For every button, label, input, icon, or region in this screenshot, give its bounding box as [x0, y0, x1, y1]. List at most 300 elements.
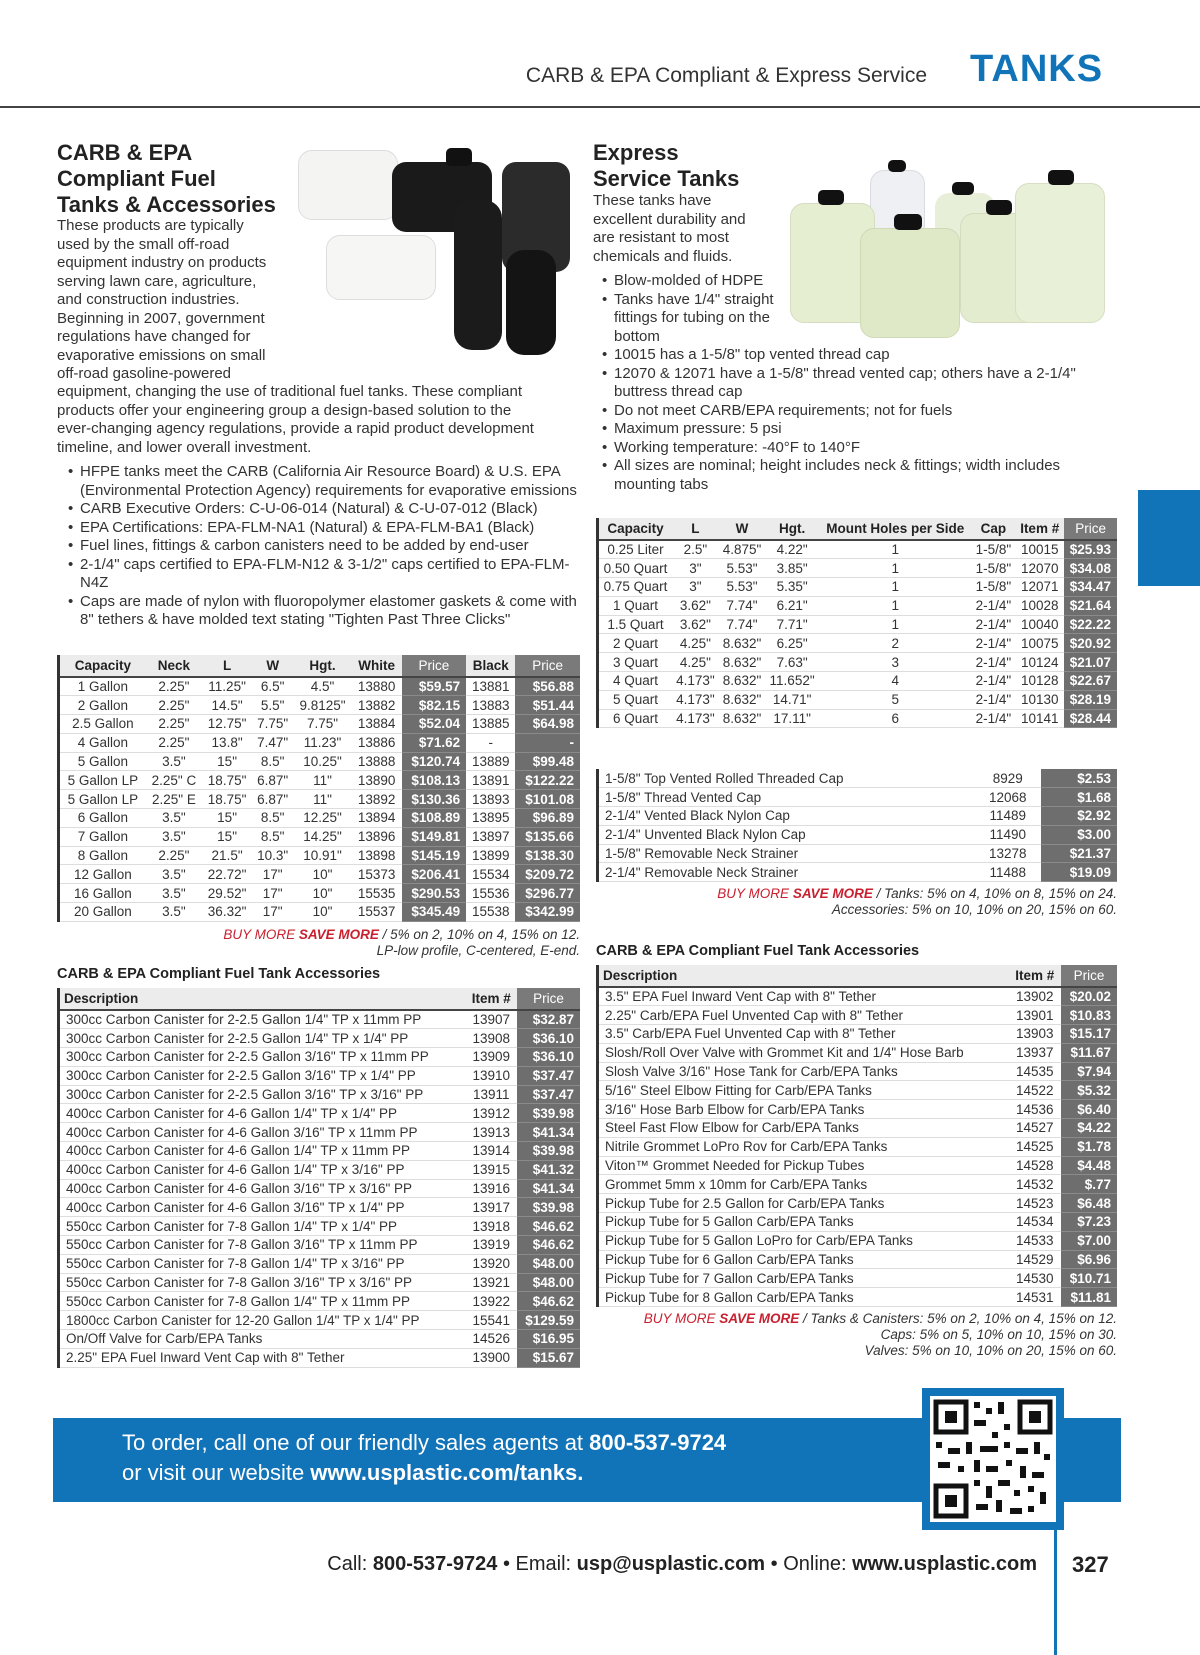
carb-intro-line: equipment industry on products [57, 254, 267, 271]
table-row [59, 696, 581, 715]
table-row [59, 1123, 581, 1142]
table-cell: 2.25" [146, 677, 203, 696]
table-cell: 300cc Carbon Canister for 2-2.5 Gallon 3/16" TP x 3/16" PP [59, 1085, 466, 1104]
table-cell: 13937 [1009, 1043, 1061, 1062]
table-cell: 3.5" [146, 884, 203, 903]
table-cell: 8.632" [719, 690, 766, 709]
table-cell: $19.09 [1041, 863, 1117, 882]
table-cell: 10028 [1015, 596, 1064, 615]
express-accessories-table [596, 769, 1117, 882]
table-cell: 6.25" [765, 634, 818, 653]
carb-bullet: • Caps are made of nylon with fluoropolymer elastomer gaskets & come with 8" tethers & have molded text stating "Tighten Past Three Clicks" [66, 593, 582, 630]
express-intro-line: excellent durability and [593, 210, 746, 228]
table-cell: 6.87" [252, 771, 293, 790]
table-cell: 2-1/4" [972, 690, 1016, 709]
table-cell: 6.5" [252, 677, 293, 696]
table-cell: 3 Quart [598, 653, 673, 672]
table-cell: 13908 [466, 1029, 517, 1048]
table-cell: $39.98 [517, 1104, 580, 1123]
savings-bold: SAVE MORE [792, 886, 873, 901]
column-header: Item # [1009, 965, 1061, 987]
table-cell: 15541 [466, 1311, 517, 1330]
table-cell: 3.85" [765, 559, 818, 578]
carb-bullet: • 2-1/4" caps certified to EPA-FLM-N12 & 3-1/2" caps certified to EPA-FLM-N4Z [66, 556, 582, 593]
table-cell: $4.48 [1061, 1156, 1117, 1175]
table-cell: 4 Gallon [59, 733, 146, 752]
table-cell: Slosh Valve 3/16" Hose Tank for Carb/EPA Tanks [598, 1062, 1009, 1081]
table-cell: $39.98 [517, 1198, 580, 1217]
savings-line: Caps: 5% on 5, 10% on 10, 15% on 30. [880, 1327, 1117, 1342]
table-cell: $15.17 [1061, 1025, 1117, 1044]
table-cell: $1.68 [1041, 788, 1117, 807]
table-row [59, 884, 581, 903]
table-row [598, 769, 1118, 788]
table-cell: 5/16" Steel Elbow Fitting for Carb/EPA Tanks [598, 1081, 1009, 1100]
table-row [59, 1348, 581, 1367]
table-cell: 13891 [466, 771, 515, 790]
table-cell: 10075 [1015, 634, 1064, 653]
table-cell: 300cc Carbon Canister for 2-2.5 Gallon 3/16" TP x 1/4" PP [59, 1066, 466, 1085]
table-row [598, 1025, 1118, 1044]
table-cell: 550cc Carbon Canister for 7-8 Gallon 3/16" TP x 11mm PP [59, 1236, 466, 1255]
table-cell: $.77 [1061, 1175, 1117, 1194]
table-cell: 8.5" [252, 752, 293, 771]
table-cell: 15537 [352, 903, 402, 922]
table-row [59, 1330, 581, 1349]
table-cell: $10.71 [1061, 1269, 1117, 1288]
column-header: Item # [1015, 518, 1064, 540]
footer-divider [1054, 1530, 1057, 1655]
table-cell: $120.74 [402, 752, 467, 771]
table-cell: $46.62 [517, 1292, 580, 1311]
table-cell: 6 Gallon [59, 809, 146, 828]
table-cell: 2-1/4" [972, 709, 1016, 728]
table-cell: 8.5" [252, 827, 293, 846]
table-cell: 550cc Carbon Canister for 7-8 Gallon 3/16" TP x 3/16" PP [59, 1273, 466, 1292]
banner-phone-link[interactable]: 800-537-9724 [589, 1430, 727, 1455]
table-row [59, 1311, 581, 1330]
column-header: White [352, 655, 402, 677]
table-cell: 3.62" [672, 596, 719, 615]
table-cell: 13892 [352, 790, 402, 809]
table-cell: 2.25" E [146, 790, 203, 809]
table-cell: 2.25" [146, 846, 203, 865]
table-cell: 1 [819, 559, 972, 578]
table-row [59, 1104, 581, 1123]
table-cell: Grommet 5mm x 10mm for Carb/EPA Tanks [598, 1175, 1009, 1194]
column-header: Capacity [59, 655, 146, 677]
column-header: Price [515, 655, 580, 677]
table-cell: 29.52" [202, 884, 252, 903]
table-row [59, 1273, 581, 1292]
column-header: Neck [146, 655, 203, 677]
table-cell: 10130 [1015, 690, 1064, 709]
table-cell: 15535 [352, 884, 402, 903]
table-cell: $22.22 [1064, 615, 1117, 634]
table-cell: 5.35" [765, 578, 818, 597]
table-cell: 17" [252, 865, 293, 884]
table-cell: 10.25" [293, 752, 351, 771]
table-cell: 13914 [466, 1142, 517, 1161]
table-cell: $48.00 [517, 1273, 580, 1292]
table-cell: 12 Gallon [59, 865, 146, 884]
carb-bullet: • Fuel lines, fittings & carbon canisters need to be added by end-user [66, 537, 582, 556]
table-cell: 2-1/4" Vented Black Nylon Cap [598, 807, 975, 826]
carb-savings [57, 927, 580, 959]
express-intro-line: These tanks have [593, 192, 712, 209]
table-cell: $7.00 [1061, 1231, 1117, 1250]
table-cell: 1.5 Quart [598, 615, 673, 634]
express-heading [593, 140, 739, 192]
footer-contact [327, 1553, 1037, 1576]
table-cell: 2.5" [672, 540, 719, 559]
table-cell: 14528 [1009, 1156, 1061, 1175]
table-row [598, 1269, 1118, 1288]
table-cell: 14523 [1009, 1194, 1061, 1213]
carb-tanks-photo [296, 140, 571, 355]
table-cell: 7.74" [719, 596, 766, 615]
table-row [598, 1062, 1118, 1081]
column-header: Price [517, 988, 580, 1010]
table-cell: 3.5" [146, 865, 203, 884]
table-cell: $11.67 [1061, 1043, 1117, 1062]
table-cell: 15538 [466, 903, 515, 922]
table-cell: $21.07 [1064, 653, 1117, 672]
table-cell: $149.81 [402, 827, 467, 846]
express-bullet: • 10015 has a 1-5/8" top vented thread cap [600, 346, 1140, 365]
table-cell: 13907 [466, 1010, 517, 1029]
table-cell: 13889 [466, 752, 515, 771]
table-cell: 10" [293, 884, 351, 903]
table-cell: 13902 [1009, 987, 1061, 1006]
carb-intro-line: These products are typically [57, 217, 244, 234]
table-cell: 2-1/4" Removable Neck Strainer [598, 863, 975, 882]
table-cell: $51.44 [515, 696, 580, 715]
table-cell: 6 Quart [598, 709, 673, 728]
table-cell: 13915 [466, 1160, 517, 1179]
table-cell: 13903 [1009, 1025, 1061, 1044]
table-cell: 8.632" [719, 634, 766, 653]
table-row [59, 1292, 581, 1311]
table-row [59, 1066, 581, 1085]
express-bullet: • 12070 & 12071 have a 1-5/8" thread vented cap; others have a 2-1/4" buttress thread cap [600, 365, 1100, 402]
table-cell: 3.62" [672, 615, 719, 634]
table-row [59, 1085, 581, 1104]
table-row [598, 653, 1118, 672]
carb-intro-line: products offer your engineering group a design-based solution to the [57, 401, 512, 419]
table-row [59, 790, 581, 809]
column-header: Price [1061, 965, 1117, 987]
table-cell: 12.25" [293, 809, 351, 828]
table-cell: Pickup Tube for 6 Gallon Carb/EPA Tanks [598, 1250, 1009, 1269]
table-cell: 5 Gallon [59, 752, 146, 771]
table-row [598, 1119, 1118, 1138]
express-heading-line: Express [593, 140, 679, 165]
table-row [598, 634, 1118, 653]
carb-intro-line: regulations have changed for [57, 328, 251, 345]
express-bullet: • All sizes are nominal; height includes neck & fittings; width includes mounting tabs [600, 457, 1110, 494]
table-row [59, 1236, 581, 1255]
savings-lead: BUY MORE [717, 886, 793, 901]
table-cell: 2.25" EPA Fuel Inward Vent Cap with 8" Tether [59, 1348, 466, 1367]
banner-website-link[interactable]: www.usplastic.com/tanks. [310, 1460, 584, 1485]
banner-line2: or visit our website [122, 1460, 311, 1485]
table-cell: $145.19 [402, 846, 467, 865]
table-cell: 11489 [975, 807, 1041, 826]
express-bullet: • Maximum pressure: 5 psi [600, 420, 1140, 439]
table-cell: $122.22 [515, 771, 580, 790]
table-row [59, 1198, 581, 1217]
qr-code-icon [930, 1396, 1056, 1522]
carb-bullet: • CARB Executive Orders: C-U-06-014 (Natural) & C-U-07-012 (Black) [66, 500, 582, 519]
table-row [598, 1194, 1118, 1213]
table-cell: 1 [819, 578, 972, 597]
table-cell: 14525 [1009, 1137, 1061, 1156]
table-cell: 13898 [352, 846, 402, 865]
table-cell: 3.5" [146, 809, 203, 828]
table-cell: $16.95 [517, 1330, 580, 1349]
table-cell: $6.40 [1061, 1100, 1117, 1119]
carb-tanks-table [57, 655, 580, 922]
table-cell: 1-5/8" Removable Neck Strainer [598, 844, 975, 863]
table-cell: $25.93 [1064, 540, 1117, 559]
table-cell: 13911 [466, 1085, 517, 1104]
carb-bullet: • EPA Certifications: EPA-FLM-NA1 (Natural) & EPA-FLM-BA1 (Black) [66, 519, 582, 538]
table-cell: 22.72" [202, 865, 252, 884]
table-cell: 2.25" Carb/EPA Fuel Unvented Cap with 8" Tether [598, 1006, 1009, 1025]
table-cell: 4.25" [672, 634, 719, 653]
savings-rest: / Tanks & Canisters: 5% on 2, 10% on 4, 15% on 12. [799, 1311, 1117, 1326]
table-cell: 4.875" [719, 540, 766, 559]
table-cell: 13895 [466, 809, 515, 828]
table-cell: 13919 [466, 1236, 517, 1255]
table-row [598, 1156, 1118, 1175]
table-cell: $342.99 [515, 903, 580, 922]
table-cell: 13899 [466, 846, 515, 865]
table-cell: $2.53 [1041, 769, 1117, 788]
savings-rest: / 5% on 2, 10% on 4, 15% on 12. [378, 927, 580, 942]
table-cell: $4.22 [1061, 1119, 1117, 1138]
table-cell: 3.5" Carb/EPA Fuel Unvented Cap with 8" Tether [598, 1025, 1009, 1044]
table-cell: $28.19 [1064, 690, 1117, 709]
table-cell: $36.10 [517, 1048, 580, 1067]
table-cell: 1-5/8" [972, 559, 1016, 578]
table-row [59, 903, 581, 922]
column-header: L [672, 518, 719, 540]
savings-note: LP-low profile, C-centered, E-end. [376, 943, 580, 958]
table-cell: 2 Quart [598, 634, 673, 653]
table-cell: 13.8" [202, 733, 252, 752]
savings-bold: SAVE MORE [719, 1311, 800, 1326]
table-cell: 11.652" [765, 672, 818, 691]
column-header: Mount Holes per Side [819, 518, 972, 540]
table-cell: 10124 [1015, 653, 1064, 672]
footer-email-link[interactable]: usp@usplastic.com [576, 1553, 766, 1575]
carb-bullet-list [66, 463, 582, 630]
table-cell: $7.23 [1061, 1213, 1117, 1232]
table-row [598, 825, 1118, 844]
savings-lead: BUY MORE [643, 1311, 720, 1326]
table-cell: 13922 [466, 1292, 517, 1311]
express-bullet: • Working temperature: -40°F to 140°F [600, 439, 1140, 458]
carb-acc-heading: CARB & EPA Compliant Fuel Tank Accessories [57, 966, 381, 982]
carb-accessories-table [57, 988, 580, 1368]
table-cell: $34.08 [1064, 559, 1117, 578]
table-cell: 14532 [1009, 1175, 1061, 1194]
table-cell: $37.47 [517, 1066, 580, 1085]
table-cell: $5.32 [1061, 1081, 1117, 1100]
table-header-row [59, 655, 581, 677]
express-bullet: • Tanks have 1/4" straight fittings for tubing on the bottom [600, 291, 775, 347]
table-cell: 2-1/4" [972, 672, 1016, 691]
table-cell: 6 [819, 709, 972, 728]
table-cell: 12070 [1015, 559, 1064, 578]
footer-email-label: • Email: [497, 1553, 577, 1575]
table-row [598, 788, 1118, 807]
table-cell: 5 Gallon LP [59, 790, 146, 809]
express-bullet-list [600, 272, 1140, 494]
table-cell: 1 Gallon [59, 677, 146, 696]
table-cell: $296.77 [515, 884, 580, 903]
table-cell: 1-5/8" Top Vented Rolled Threaded Cap [598, 769, 975, 788]
table-cell: $99.48 [515, 752, 580, 771]
header-divider [0, 106, 1200, 108]
table-row [598, 1288, 1118, 1307]
table-cell: $3.00 [1041, 825, 1117, 844]
table-row [598, 1213, 1118, 1232]
table-cell: 1 [819, 540, 972, 559]
table-cell: 7 Gallon [59, 827, 146, 846]
table-cell: 4.25" [672, 653, 719, 672]
table-row [598, 672, 1118, 691]
table-cell: 13885 [466, 715, 515, 734]
table-cell: $48.00 [517, 1254, 580, 1273]
table-cell: Viton™ Grommet Needed for Pickup Tubes [598, 1156, 1009, 1175]
table-row [59, 1048, 581, 1067]
table-cell: 4 Quart [598, 672, 673, 691]
footer-call-label: Call: [327, 1553, 373, 1575]
table-cell: 12.75" [202, 715, 252, 734]
table-row [598, 863, 1118, 882]
table-cell: On/Off Valve for Carb/EPA Tanks [59, 1330, 466, 1349]
table-cell: 10040 [1015, 615, 1064, 634]
express-intro-line: are resistant to most [593, 229, 729, 246]
table-cell: $7.94 [1061, 1062, 1117, 1081]
table-cell: 6.21" [765, 596, 818, 615]
footer-phone-link[interactable]: 800-537-9724 [372, 1553, 498, 1575]
table-cell: $11.81 [1061, 1288, 1117, 1307]
table-cell: 2-1/4" [972, 615, 1016, 634]
table-row [59, 809, 581, 828]
carb-acc2-heading: CARB & EPA Compliant Fuel Tank Accessories [596, 943, 920, 959]
table-cell: 13278 [975, 844, 1041, 863]
table-row [598, 559, 1118, 578]
table-cell: 5.5" [252, 696, 293, 715]
table-cell: $209.72 [515, 865, 580, 884]
table-row [59, 827, 581, 846]
table-cell: 15373 [352, 865, 402, 884]
table-cell: $206.41 [402, 865, 467, 884]
table-row [598, 844, 1118, 863]
table-cell: $59.57 [402, 677, 467, 696]
table-cell: $82.15 [402, 696, 467, 715]
table-cell: 3" [672, 559, 719, 578]
table-header-row [59, 988, 581, 1010]
table-cell: 7.47" [252, 733, 293, 752]
table-cell: 14529 [1009, 1250, 1061, 1269]
table-cell: 400cc Carbon Canister for 4-6 Gallon 1/4" TP x 1/4" PP [59, 1104, 466, 1123]
table-cell: 14531 [1009, 1288, 1061, 1307]
table-cell: 11" [293, 771, 351, 790]
table-cell: 10.3" [252, 846, 293, 865]
table-cell: 14534 [1009, 1213, 1061, 1232]
table-cell: 16 Gallon [59, 884, 146, 903]
express-intro-line: chemicals and fluids. [593, 247, 733, 265]
table-row [59, 1029, 581, 1048]
table-cell: 13910 [466, 1066, 517, 1085]
table-cell: 8 Gallon [59, 846, 146, 865]
section-tab-marker [1138, 490, 1200, 586]
column-header: Description [59, 988, 466, 1010]
carb-intro [57, 217, 297, 384]
express-tanks-table [596, 518, 1117, 728]
table-cell: 5 Quart [598, 690, 673, 709]
table-cell: 2-1/4" Unvented Black Nylon Cap [598, 825, 975, 844]
table-cell: 13894 [352, 809, 402, 828]
table-cell: 400cc Carbon Canister for 4-6 Gallon 3/16" TP x 3/16" PP [59, 1179, 466, 1198]
qr-code[interactable] [922, 1388, 1064, 1530]
column-header: Hgt. [765, 518, 818, 540]
table-row [598, 615, 1118, 634]
table-cell: 14.71" [765, 690, 818, 709]
table-row [598, 690, 1118, 709]
table-cell: 15" [202, 809, 252, 828]
column-header: Cap [972, 518, 1016, 540]
table-cell: 15534 [466, 865, 515, 884]
table-row [598, 596, 1118, 615]
table-cell: 14533 [1009, 1231, 1061, 1250]
carb-bullet: • HFPE tanks meet the CARB (California Air Resource Board) & U.S. EPA (Environmental Protection Agency) requirements for evaporative emissions [66, 463, 582, 500]
footer-website-link[interactable]: www.usplastic.com [852, 1553, 1037, 1575]
order-banner-text [122, 1428, 726, 1488]
table-cell: 4.173" [672, 709, 719, 728]
table-cell: 5 [819, 690, 972, 709]
carb-heading-line: Tanks & Accessories [57, 192, 276, 217]
table-cell: 7.71" [765, 615, 818, 634]
column-header: Capacity [598, 518, 673, 540]
table-cell: 400cc Carbon Canister for 4-6 Gallon 3/16" TP x 11mm PP [59, 1123, 466, 1142]
table-cell: 15" [202, 827, 252, 846]
table-row [59, 1010, 581, 1029]
table-cell: 1 Quart [598, 596, 673, 615]
table-cell: 10.91" [293, 846, 351, 865]
table-cell: 3/16" Hose Barb Elbow for Carb/EPA Tanks [598, 1100, 1009, 1119]
table-cell: $6.96 [1061, 1250, 1117, 1269]
table-row [598, 709, 1118, 728]
express-savings [596, 886, 1117, 918]
table-cell: 13880 [352, 677, 402, 696]
table-cell: 2.25" [146, 733, 203, 752]
column-header: Hgt. [293, 655, 351, 677]
table-cell: 10128 [1015, 672, 1064, 691]
carb-intro-line: serving lawn care, agriculture, [57, 272, 257, 290]
table-cell: 2-1/4" [972, 653, 1016, 672]
table-cell: 14.25" [293, 827, 351, 846]
page-number: 327 [1072, 1552, 1109, 1577]
savings-line: Accessories: 5% on 10, 10% on 20, 15% on 60. [831, 902, 1117, 917]
table-cell: $21.64 [1064, 596, 1117, 615]
table-cell: 4.173" [672, 690, 719, 709]
